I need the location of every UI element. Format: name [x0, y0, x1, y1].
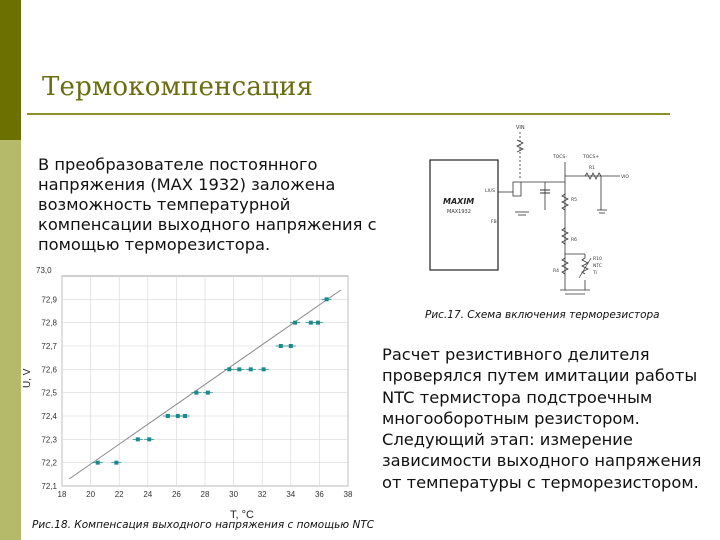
data-point: [289, 344, 293, 348]
side-strip-light: [0, 140, 21, 540]
x-axis-label: T, °C: [230, 509, 254, 521]
y-top-label: 73,0: [36, 266, 52, 275]
data-point: [227, 367, 231, 371]
data-point: [136, 437, 140, 441]
x-tick-label: 30: [229, 490, 239, 499]
figure17-caption: Рис.17. Схема включения терморезистора: [425, 309, 660, 321]
y-tick-label: 72,8: [41, 318, 57, 328]
x-tick-label: 18: [57, 490, 67, 499]
y-tick-label: 72,3: [41, 435, 57, 445]
data-point: [114, 461, 118, 465]
x-tick-label: 26: [171, 490, 181, 499]
schematic-label-r10: R10: [593, 257, 602, 262]
y-tick-labels: [41, 295, 57, 491]
schematic-label-r6: R6: [571, 238, 577, 243]
data-point: [147, 437, 151, 441]
switch-transistor: [513, 182, 521, 196]
y-tick-label: 72,5: [41, 388, 57, 398]
schematic-label-t: T/: [593, 271, 598, 276]
x-tick-label: 28: [200, 490, 210, 499]
y-axis-label: U, V: [22, 368, 33, 388]
x-tick-label: 36: [314, 490, 324, 499]
y-tick-label: 72,6: [41, 365, 57, 375]
data-point: [183, 414, 187, 418]
data-point: [262, 367, 266, 371]
maxim-logo: MAXIM: [443, 197, 475, 206]
x-tick-label: 38: [343, 490, 353, 499]
schematic-label-r1: R1: [589, 166, 595, 171]
data-point: [166, 414, 170, 418]
schematic-label-tocs-plus: TOCS+: [583, 155, 600, 160]
x-tick-label: 22: [114, 490, 124, 499]
y-tick-label: 72,2: [41, 458, 57, 468]
data-point: [237, 367, 241, 371]
schematic-label-lxs: LX/S: [485, 189, 495, 194]
data-point: [325, 297, 329, 301]
data-point: [96, 461, 100, 465]
data-point: [309, 321, 313, 325]
data-point: [316, 321, 320, 325]
circuit-schematic: [425, 120, 655, 300]
x-tick-label: 24: [143, 490, 153, 499]
x-tick-label: 34: [286, 490, 296, 499]
chip-part-number: MAX1932: [447, 209, 471, 215]
schematic-label-vin: VIN: [516, 125, 525, 131]
data-point: [249, 367, 253, 371]
max1932-chip: [430, 160, 498, 270]
schematic-label-r4: R4: [553, 269, 559, 274]
right-paragraph: Расчет резистивного делителя проверялся путем имитации работы NTC термистора подстроечным многооборотным резистором. Следующий этап: измерение зависимости выходного напряжения от температуры с терморезистором.: [382, 345, 702, 492]
data-point: [194, 391, 198, 395]
side-strip-dark: [0, 0, 21, 140]
data-point: [176, 414, 180, 418]
slide-title: Термокомпенсация: [42, 72, 314, 102]
y-tick-label: 72,9: [41, 295, 57, 305]
ntc-arrow: [579, 258, 591, 278]
intro-paragraph: В преобразователе постоянного напряжения (MAX 1932) заложена возможность температурной компенсации выходного напряжения с помощью терморезистора.: [38, 155, 377, 254]
x-tick-labels: [58, 490, 353, 499]
schematic-label-r5: R5: [571, 198, 577, 203]
x-tick-label: 32: [257, 490, 267, 499]
y-tick-label: 72,1: [41, 482, 57, 491]
data-point: [206, 391, 210, 395]
data-point: [279, 344, 283, 348]
schematic-label-vio: VIO: [621, 175, 629, 180]
y-tick-label: 72,4: [41, 412, 57, 421]
data-point: [293, 321, 297, 325]
side-strip: [0, 0, 21, 540]
figure18-caption: Рис.18. Компенсация выходного напряжения с помощью NTC: [32, 519, 375, 531]
voltage-temperature-chart: [20, 262, 360, 524]
title-underline: [27, 113, 670, 115]
schematic-label-tocs-minus: TOCS-: [553, 155, 567, 160]
y-tick-label: 72,7: [41, 342, 57, 351]
x-tick-label: 20: [86, 490, 96, 499]
schematic-label-fb: FB: [491, 220, 497, 225]
schematic-label-ntc: NTC: [593, 264, 602, 269]
